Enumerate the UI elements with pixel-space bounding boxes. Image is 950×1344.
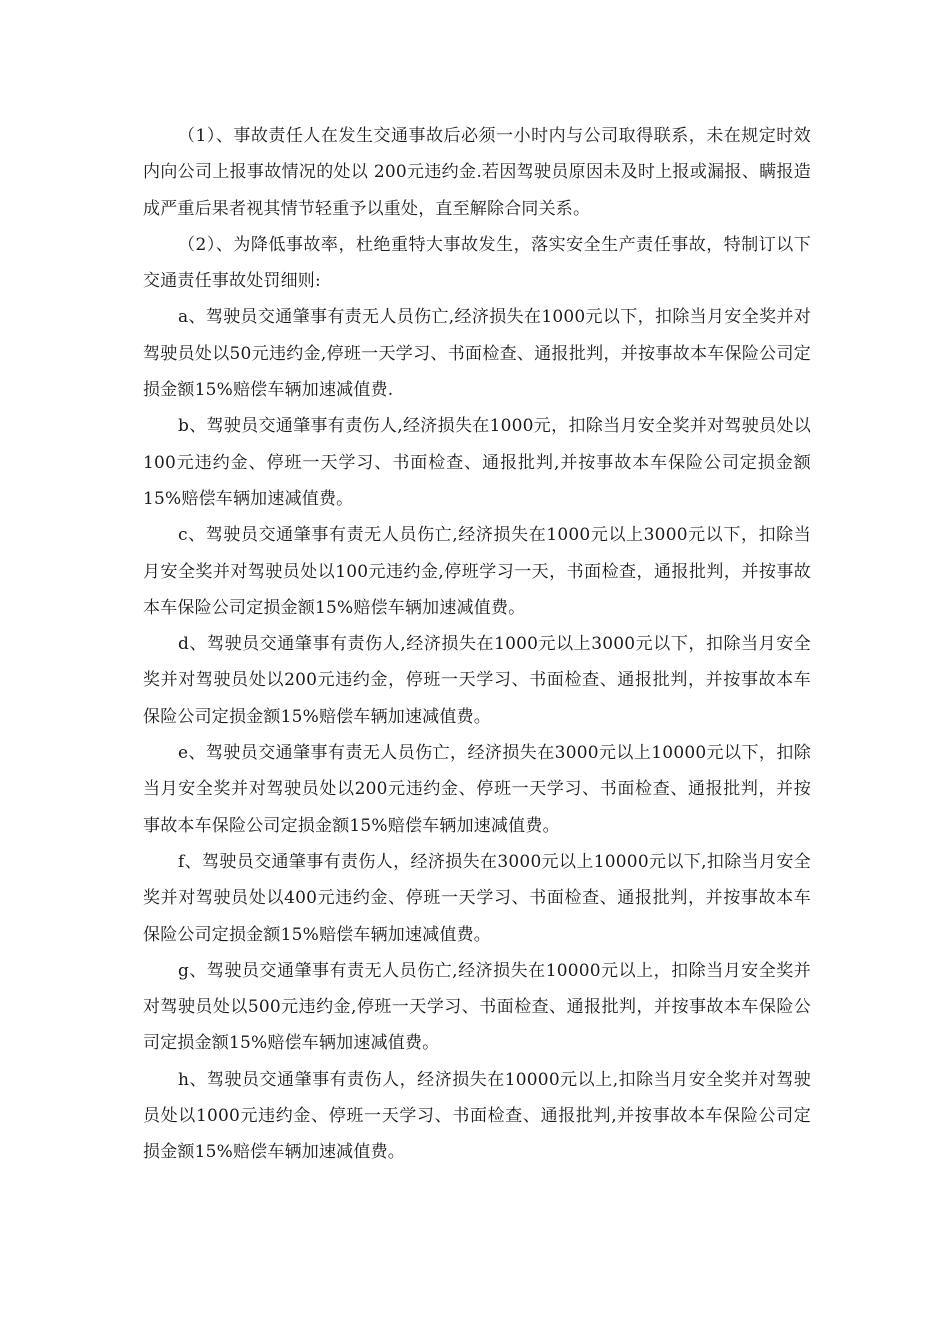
paragraph-rule-d: d、驾驶员交通肇事有责伤人,经济损失在1000元以上3000元以下，扣除当月安全奖并对驾驶员处以200元违约金，停班一天学习、书面检查、通报批判，并按事故本车保险公司定损金额15%赔偿车辆加速减值费。 [143, 634, 811, 727]
paragraph-rule-h: h、驾驶员交通肇事有责伤人，经济损失在10000元以上,扣除当月安全奖并对驾驶员处以1000元违约金、停班一天学习、书面检查、通报批判,并按事故本车保险公司定损金额15%赔偿车辆加速减值费。 [143, 1069, 811, 1163]
paragraph-report-deadline: （1）、事故责任人在发生交通事故后必须一小时内与公司取得联系，未在规定时效内向公司上报事故情况的处以 200元违约金.若因驾驶员原因未及时上报或漏报、瞒报造成严重后果者视其情节轻重予以重处，直至解除合同关系。 [143, 126, 811, 219]
paragraph-rule-c: c、驾驶员交通肇事有责无人员伤亡,经济损失在1000元以上3000元以下，扣除当月安全奖并对驾驶员处以100元违约金,停班学习一天，书面检查，通报批判，并按事故本车保险公司定损金额15%赔偿车辆加速减值费。 [143, 525, 811, 618]
paragraph-rule-b: b、驾驶员交通肇事有责伤人,经济损失在1000元，扣除当月安全奖并对驾驶员处以100元违约金、停班一天学习、书面检查、通报批判,并按事故本车保险公司定损金额15%赔偿车辆加速减值费。 [143, 416, 811, 509]
paragraph-rule-g: g、驾驶员交通肇事有责无人员伤亡,经济损失在10000元以上，扣除当月安全奖并对驾驶员处以500元违约金,停班一天学习、书面检查、通报批判，并按事故本车保险公司定损金额15%赔偿车辆加速减值费。 [143, 960, 811, 1054]
paragraph-rule-f: f、驾驶员交通肇事有责伤人，经济损失在3000元以上10000元以下,扣除当月安全奖并对驾驶员处以400元违约金、停班一天学习、书面检查、通报批判，并按事故本车保险公司定损金额15%赔偿车辆加速减值费。 [143, 851, 811, 945]
document-body [143, 118, 811, 1171]
paragraph-penalty-intro: （2）、为降低事故率，杜绝重特大事故发生，落实安全生产责任事故，特制订以下交通责任事故处罚细则: [143, 234, 811, 292]
paragraph-rule-e: e、驾驶员交通肇事有责无人员伤亡，经济损失在3000元以上10000元以下，扣除当月安全奖并对驾驶员处以200元违约金、停班一天学习、书面检查、通报批判，并按事故本车保险公司定损金额15%赔偿车辆加速减值费。 [143, 743, 811, 836]
paragraph-rule-a: a、驾驶员交通肇事有责无人员伤亡,经济损失在1000元以下，扣除当月安全奖并对驾驶员处以50元违约金,停班一天学习、书面检查、通报批判，并按事故本车保险公司定损金额15%赔偿车辆加速减值费. [143, 307, 811, 401]
